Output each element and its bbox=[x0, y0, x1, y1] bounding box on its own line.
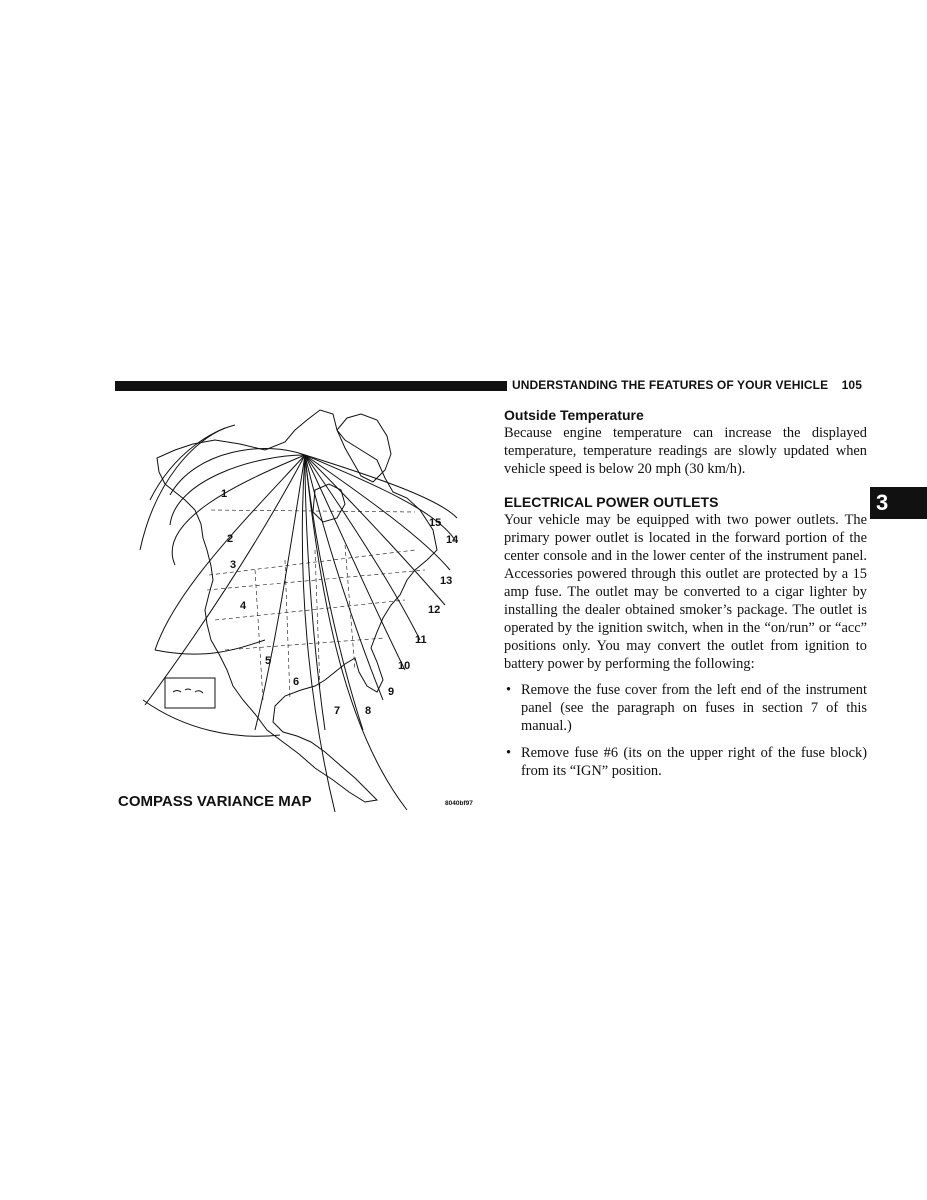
isogonic-lines bbox=[145, 448, 457, 812]
zone-label: 15 bbox=[429, 517, 442, 529]
list-item-text: Remove fuse #6 (its on the upper right of the fuse block) from its “IGN” position. bbox=[521, 745, 867, 779]
zone-label: 14 bbox=[446, 534, 459, 546]
bullet-icon: • bbox=[506, 682, 512, 698]
zone-label: 10 bbox=[398, 660, 411, 672]
zone-label: 6 bbox=[293, 676, 300, 688]
page-number: 105 bbox=[841, 378, 862, 392]
header-title: UNDERSTANDING THE FEATURES OF YOUR VEHICLE bbox=[512, 378, 829, 392]
header-rule bbox=[115, 381, 507, 391]
zone-label: 12 bbox=[428, 604, 441, 616]
zone-label: 1 bbox=[221, 488, 228, 500]
map-title: COMPASS VARIANCE MAP bbox=[118, 793, 312, 810]
section-heading-outside-temperature: Outside Temperature bbox=[504, 407, 644, 423]
list-item-text: Remove the fuse cover from the left end of the instrument panel (see the paragraph on fuses in section 7 of this manual.) bbox=[521, 682, 867, 734]
hawaii-inset-box bbox=[165, 678, 215, 708]
zone-label: 13 bbox=[440, 575, 453, 587]
zone-label: 7 bbox=[334, 705, 341, 717]
chapter-tab: 3 bbox=[870, 487, 927, 519]
running-header bbox=[512, 378, 867, 392]
section-body-power-outlets: Your vehicle may be equipped with two power outlets. The primary power outlet is located in the forward portion of the center console and in the lower center of the instrument panel. Accessories powered through this outlet are protected by a 15 amp fuse. The outlet may be converted to a cigar lighter by installing the dealer obtained smoker’s package. The outlet is operated by the ignition switch, when in the “on/run” or “acc” positions only. You may convert the outlet from ignition to battery power by performing the following: bbox=[504, 512, 867, 672]
zone-label: 5 bbox=[265, 655, 272, 667]
list-item bbox=[504, 744, 867, 780]
bullet-icon: • bbox=[506, 745, 512, 761]
compass-variance-map bbox=[115, 400, 485, 820]
zone-label: 8 bbox=[365, 705, 372, 717]
main-content bbox=[504, 406, 867, 789]
section-heading-power-outlets: ELECTRICAL POWER OUTLETS bbox=[504, 494, 719, 510]
list-item bbox=[504, 681, 867, 735]
greenland-outline bbox=[337, 414, 391, 482]
section-body-outside-temperature: Because engine temperature can increase the displayed temperature, temperature readings are slowly updated when vehicle speed is below 20 mph (30 km/h). bbox=[504, 425, 867, 477]
zone-label: 2 bbox=[227, 533, 234, 545]
instruction-list bbox=[504, 681, 867, 780]
zone-label: 4 bbox=[240, 600, 247, 612]
map-code: 8040bf97 bbox=[445, 800, 473, 807]
zone-label: 11 bbox=[415, 634, 427, 646]
zone-label: 3 bbox=[230, 559, 237, 571]
zone-label: 9 bbox=[388, 686, 395, 698]
